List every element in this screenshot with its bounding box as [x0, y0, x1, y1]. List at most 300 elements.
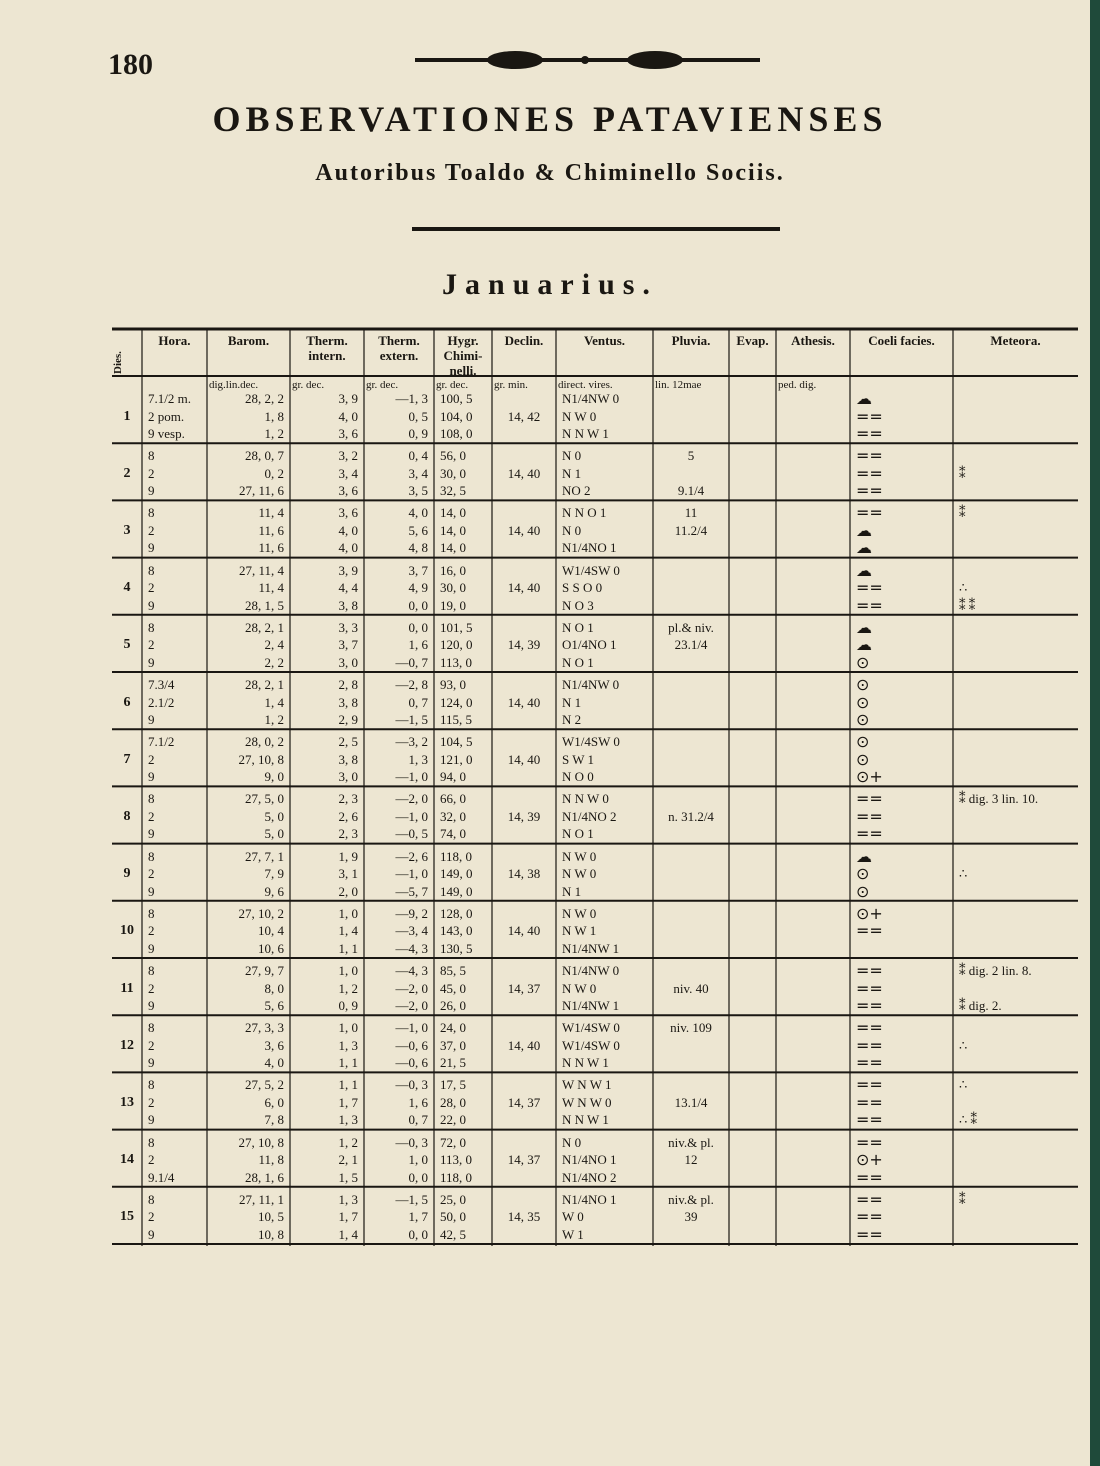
text-value: 3, 5	[408, 483, 428, 499]
barom-value: 28, 1, 5	[245, 597, 284, 613]
hygr-value: 22, 0	[440, 1112, 466, 1128]
coeli-value: ==	[856, 1167, 883, 1187]
coeli-value: ==	[856, 1189, 883, 1209]
hora-value: 7.3/4	[148, 677, 175, 692]
meteora-value: ⁑ dig. 2 lin. 8.	[959, 963, 1032, 978]
hora-value: 8	[148, 562, 155, 578]
declin-value: 14, 37	[507, 980, 541, 996]
ventus-value: W1/4SW 0	[562, 562, 620, 578]
hora-value: 9	[148, 940, 155, 956]
tint-value: 3, 8	[338, 597, 358, 613]
barom-value: 9, 0	[264, 769, 284, 785]
meteora-value: ∴	[959, 1077, 968, 1093]
hora-value: 9	[148, 1055, 155, 1071]
hora-value: 2	[148, 866, 155, 882]
text-value: —2, 0	[395, 980, 428, 996]
text-value: 0, 0	[408, 597, 428, 613]
hygr-value: 14, 0	[440, 540, 466, 556]
barom-value: 27, 11, 1	[238, 1191, 284, 1207]
hygr-value: 30, 0	[440, 465, 466, 481]
hora-value: 9	[148, 597, 155, 613]
hygr-value: 115, 5	[440, 712, 473, 727]
day-number: 8	[123, 808, 131, 824]
hora-value: 2.1/2	[148, 694, 175, 710]
text-value: 1, 6	[408, 1094, 428, 1110]
barom-value: 10, 8	[258, 1226, 284, 1242]
barom-value: 27, 10, 8	[238, 751, 284, 767]
meteora-value: ⁑ dig. 3 lin. 10.	[959, 791, 1039, 807]
units-cell: gr. dec.	[366, 379, 399, 391]
text-value: —5, 7	[395, 883, 428, 899]
text-value: 1, 3	[408, 751, 428, 767]
tint-value: 1, 7	[338, 1094, 358, 1110]
tint-value: 3, 2	[338, 448, 358, 464]
barom-value: 7, 8	[264, 1112, 284, 1128]
hygr-value: 104, 0	[440, 408, 473, 424]
hygr-value: 121, 0	[440, 751, 473, 767]
tint-value: 2, 9	[338, 712, 358, 727]
hora-value: 2	[148, 751, 155, 767]
hora-value: 9.1/4	[148, 1169, 175, 1185]
coeli-value: ==	[856, 978, 883, 998]
barom-value: 1, 2	[264, 426, 284, 441]
hygr-value: 118, 0	[440, 848, 473, 864]
tint-value: 1, 1	[338, 1055, 358, 1071]
declin-value: 14, 40	[507, 522, 541, 538]
hora-value: 2	[148, 923, 155, 939]
declin-value: 14, 40	[507, 923, 541, 939]
hygr-value: 74, 0	[440, 826, 466, 842]
day-number: 7	[123, 751, 131, 767]
tint-value: 1, 4	[338, 923, 358, 939]
ventus-value: N W 0	[562, 980, 597, 996]
declin-value: 14, 40	[507, 580, 541, 596]
ventus-value: N O 0	[562, 769, 594, 785]
pluvia-value: 9.1/4	[677, 483, 705, 499]
barom-value: 10, 6	[258, 940, 284, 956]
hygr-value: 149, 0	[440, 866, 473, 882]
coeli-value: ==	[856, 1092, 883, 1112]
barom-value: 2, 4	[264, 637, 284, 653]
header-cell: Therm. intern.	[306, 333, 348, 363]
day-number: 10	[120, 923, 134, 939]
tint-value: 1, 7	[338, 1209, 358, 1225]
hora-value: 8	[148, 905, 155, 921]
coeli-value: ⊙	[856, 692, 870, 712]
barom-value: 27, 11, 6	[238, 483, 284, 499]
header-cell: Meteora.	[990, 333, 1041, 348]
ventus-value: W 0	[562, 1209, 584, 1225]
hora-value: 2	[148, 465, 155, 481]
tint-value: 1, 1	[338, 940, 358, 956]
ventus-value: N1/4NO 1	[562, 540, 617, 556]
tint-value: 2, 1	[338, 1152, 358, 1168]
pluvia-value: 11.2/4	[674, 522, 708, 538]
tint-value: 3, 6	[338, 505, 358, 521]
tint-value: 1, 3	[338, 1191, 358, 1207]
coeli-value: ==	[856, 578, 883, 598]
hora-value: 2	[148, 980, 155, 996]
text-value: 0, 4	[408, 448, 428, 464]
barom-value: 10, 4	[258, 923, 284, 939]
barom-value: 28, 1, 6	[245, 1169, 284, 1185]
tint-value: 4, 4	[338, 580, 358, 596]
hora-value: 9	[148, 540, 155, 556]
tint-value: 3, 7	[338, 637, 358, 653]
text-value: —2, 0	[395, 791, 428, 807]
hora-value: 2	[148, 808, 155, 824]
hygr-value: 100, 5	[440, 391, 473, 406]
hygr-value: 56, 0	[440, 448, 466, 464]
hygr-value: 104, 5	[440, 734, 473, 750]
ventus-value: N 1	[562, 694, 582, 710]
coeli-value: ⊙	[856, 675, 870, 694]
coeli-value: ⊙	[856, 881, 870, 901]
coeli-value: ==	[856, 961, 883, 980]
hora-value: 7.1/2	[148, 734, 175, 750]
meteora-value: ⁑ ⁑	[959, 597, 976, 613]
text-value: 3, 4	[408, 465, 428, 481]
hygr-value: 28, 0	[440, 1094, 466, 1110]
coeli-value: ⊙+	[856, 767, 883, 787]
declin-value: 14, 37	[507, 1152, 541, 1168]
ventus-value: N1/4NO 2	[562, 808, 617, 824]
meteora-value: ∴ ⁑	[959, 1112, 978, 1128]
barom-value: 28, 2, 1	[245, 619, 284, 635]
meteora-value: ∴	[959, 866, 968, 882]
tint-value: 3, 4	[338, 465, 358, 481]
barom-value: 11, 6	[258, 522, 284, 538]
pluvia-value: pl.& niv.	[668, 619, 714, 635]
ventus-value: N W 0	[562, 866, 597, 882]
day-number: 12	[120, 1037, 134, 1053]
hygr-value: 19, 0	[440, 597, 466, 613]
coeli-value: ==	[856, 806, 883, 826]
text-value: —1, 5	[395, 1191, 428, 1207]
tint-value: 3, 6	[338, 483, 358, 499]
hygr-value: 128, 0	[440, 905, 473, 921]
tint-value: 3, 1	[338, 866, 358, 882]
header-cell: Barom.	[227, 333, 270, 348]
ventus-value: N 2	[562, 712, 582, 727]
barom-value: 27, 11, 4	[238, 562, 284, 578]
hygr-value: 94, 0	[440, 769, 466, 785]
barom-value: 1, 2	[264, 712, 284, 727]
pluvia-value: n. 31.2/4	[668, 808, 714, 824]
hora-value: 2	[148, 1037, 155, 1053]
hygr-value: 66, 0	[440, 791, 466, 807]
tint-value: 3, 8	[338, 694, 358, 710]
meteora-value: ⁑	[959, 1191, 966, 1207]
hora-value: 2	[148, 1152, 155, 1168]
text-value: 0, 0	[408, 1226, 428, 1242]
hygr-value: 21, 5	[440, 1055, 466, 1071]
tint-value: 1, 9	[338, 848, 358, 864]
hygr-value: 37, 0	[440, 1037, 466, 1053]
header-cell: Hora.	[158, 333, 191, 348]
hygr-value: 14, 0	[440, 505, 466, 521]
coeli-value: ==	[856, 996, 883, 1015]
ventus-value: N 0	[562, 448, 582, 464]
ventus-value: S W 1	[562, 751, 595, 767]
hygr-value: 32, 0	[440, 808, 466, 824]
header-cell: Hygr. Chimi-nelli.	[443, 333, 483, 378]
ventus-value: N1/4NO 2	[562, 1169, 617, 1185]
text-value: —2, 0	[395, 998, 428, 1013]
coeli-value: ==	[856, 446, 883, 466]
text-value: 1, 7	[408, 1209, 428, 1225]
hora-value: 8	[148, 1191, 155, 1207]
coeli-value: ⊙	[856, 749, 870, 769]
hygr-value: 113, 0	[440, 654, 473, 670]
ventus-value: N1/4NW 1	[562, 998, 620, 1013]
coeli-value: ==	[856, 595, 883, 615]
hygr-value: 72, 0	[440, 1134, 466, 1150]
coeli-value: ☁	[856, 560, 872, 580]
hygr-value: 16, 0	[440, 562, 466, 578]
text-value: —9, 2	[395, 905, 428, 921]
hora-value: 9	[148, 1112, 155, 1128]
ventus-value: N W 1	[562, 923, 597, 939]
pluvia-value: niv.& pl.	[668, 1134, 714, 1150]
units-cell: ped. dig.	[778, 379, 817, 391]
coeli-value: ☁	[856, 635, 872, 655]
coeli-value: ==	[856, 921, 883, 941]
units-cell: gr. dec.	[292, 379, 325, 391]
meteora-value: ∴	[959, 580, 968, 596]
barom-value: 1, 4	[264, 694, 284, 710]
coeli-value: ==	[856, 481, 883, 501]
text-value: 1, 0	[408, 1152, 428, 1168]
tint-value: 2, 0	[338, 883, 358, 899]
barom-value: 27, 5, 2	[245, 1077, 284, 1093]
text-value: —0, 5	[395, 826, 428, 842]
tint-value: 3, 9	[338, 391, 358, 406]
coeli-value: ==	[856, 1110, 883, 1130]
ventus-value: N N W 1	[562, 1112, 609, 1128]
ventus-value: N 0	[562, 1134, 582, 1150]
hygr-value: 108, 0	[440, 426, 473, 441]
tint-value: 1, 2	[338, 1134, 358, 1150]
hora-value: 9	[148, 712, 155, 727]
hygr-value: 143, 0	[440, 923, 473, 939]
text-value: —0, 7	[395, 654, 428, 670]
hygr-value: 30, 0	[440, 580, 466, 596]
hora-value: 2	[148, 1209, 155, 1225]
hora-value: 8	[148, 848, 155, 864]
ventus-value: N1/4NW 0	[562, 677, 620, 692]
ventus-value: N N W 0	[562, 791, 609, 807]
coeli-value: ==	[856, 1053, 883, 1073]
coeli-value: ==	[856, 1132, 883, 1152]
meteora-value: ⁑ dig. 2.	[959, 998, 1002, 1013]
pluvia-value: 23.1/4	[674, 637, 708, 653]
text-value: 0, 0	[408, 619, 428, 635]
ventus-value: W1/4SW 0	[562, 734, 620, 750]
hora-value: 8	[148, 448, 155, 464]
ventus-value: N W 0	[562, 905, 597, 921]
coeli-value: ==	[856, 406, 883, 426]
hygr-value: 24, 0	[440, 1020, 466, 1036]
text-value: 3, 7	[408, 562, 428, 578]
hygr-value: 113, 0	[440, 1152, 473, 1168]
tint-value: 3, 0	[338, 654, 358, 670]
text-value: —4, 3	[395, 963, 428, 978]
tint-value: 2, 8	[338, 677, 358, 692]
text-value: —0, 3	[395, 1134, 428, 1150]
text-value: —1, 3	[395, 391, 428, 406]
declin-value: 14, 39	[507, 637, 541, 653]
tint-value: 1, 5	[338, 1169, 358, 1185]
barom-value: 5, 6	[264, 998, 284, 1013]
hora-value: 2	[148, 1094, 155, 1110]
tint-value: 1, 3	[338, 1112, 358, 1128]
hora-value: 8	[148, 619, 155, 635]
hora-value: 9	[148, 1226, 155, 1242]
units-cell: direct. vires.	[558, 379, 613, 391]
declin-value: 14, 38	[507, 866, 541, 882]
pluvia-value: 12	[684, 1152, 698, 1168]
text-value: 4, 8	[408, 540, 428, 556]
month-heading: Januarius.	[442, 268, 658, 301]
declin-value: 14, 35	[507, 1209, 541, 1225]
tint-value: 4, 0	[338, 408, 358, 424]
text-value: 5, 6	[408, 522, 428, 538]
units-cell: lin. 12mae	[655, 379, 702, 391]
hora-value: 8	[148, 963, 155, 978]
hora-value: 8	[148, 1077, 155, 1093]
barom-value: 27, 5, 0	[245, 791, 284, 807]
day-number: 1	[123, 408, 131, 424]
hora-value: 9	[148, 998, 155, 1013]
hora-value: 2	[148, 580, 155, 596]
declin-value: 14, 40	[507, 751, 541, 767]
barom-value: 2, 2	[264, 654, 284, 670]
coeli-value: ⊙	[856, 710, 870, 729]
day-number: 11	[120, 980, 134, 996]
meteora-value: ⁑	[959, 505, 966, 521]
coeli-value: ☁	[856, 389, 872, 408]
barom-value: 28, 2, 2	[245, 391, 284, 406]
hora-value: 2 pom.	[148, 408, 185, 424]
pluvia-value: niv.& pl.	[668, 1191, 714, 1207]
declin-value: 14, 37	[507, 1094, 541, 1110]
coeli-value: ==	[856, 824, 883, 844]
text-value: —1, 5	[395, 712, 428, 727]
barom-value: 11, 4	[258, 580, 284, 596]
hora-value: 9	[148, 654, 155, 670]
hygr-value: 149, 0	[440, 883, 473, 899]
tint-value: 3, 6	[338, 426, 358, 441]
pluvia-value: niv. 109	[670, 1020, 712, 1036]
hygr-value: 45, 0	[440, 980, 466, 996]
barom-value: 10, 5	[258, 1209, 284, 1225]
hora-value: 8	[148, 791, 155, 807]
tint-value: 1, 3	[338, 1037, 358, 1053]
ventus-value: N O 1	[562, 619, 594, 635]
ventus-value: N N W 1	[562, 426, 609, 441]
ventus-value: N W 0	[562, 848, 597, 864]
text-value: —3, 2	[395, 734, 428, 750]
text-value: —0, 6	[395, 1055, 428, 1071]
barom-value: 7, 9	[264, 866, 284, 882]
ventus-value: N1/4NW 1	[562, 940, 620, 956]
day-number: 2	[123, 465, 131, 481]
coeli-value: ==	[856, 1207, 883, 1227]
barom-value: 27, 7, 1	[245, 848, 284, 864]
meteora-value: ⁑	[959, 465, 966, 481]
declin-value: 14, 39	[507, 808, 541, 824]
coeli-value: ==	[856, 1018, 883, 1038]
hygr-value: 120, 0	[440, 637, 473, 653]
header-cell: Coeli facies.	[868, 333, 935, 348]
text-value: —1, 0	[395, 866, 428, 882]
tint-value: 1, 1	[338, 1077, 358, 1093]
hora-value: 7.1/2 m.	[148, 391, 191, 406]
tint-value: 3, 9	[338, 562, 358, 578]
text-value: —1, 0	[395, 808, 428, 824]
hora-value: 9	[148, 826, 155, 842]
ventus-value: N 1	[562, 883, 582, 899]
hygr-value: 130, 5	[440, 940, 473, 956]
page-number: 180	[108, 48, 153, 81]
barom-value: 5, 0	[264, 808, 284, 824]
header-cell: Evap.	[736, 333, 769, 348]
day-number: 13	[120, 1094, 134, 1110]
coeli-value: ==	[856, 1075, 883, 1095]
declin-value: 14, 40	[507, 1037, 541, 1053]
hygr-value: 26, 0	[440, 998, 466, 1013]
coeli-value: ⊙	[856, 652, 870, 672]
ventus-value: S S O 0	[562, 580, 603, 596]
ventus-value: W1/4SW 0	[562, 1037, 620, 1053]
ventus-value: W 1	[562, 1226, 584, 1242]
coeli-value: ==	[856, 463, 883, 483]
header-cell: Athesis.	[791, 333, 835, 348]
text-value: —0, 6	[395, 1037, 428, 1053]
tint-value: 1, 4	[338, 1226, 358, 1242]
pluvia-value: 11	[684, 505, 698, 521]
text-value: 0, 9	[408, 426, 428, 441]
tint-value: 2, 3	[338, 826, 358, 842]
barom-value: 27, 10, 8	[238, 1134, 284, 1150]
coeli-value: ⊙	[856, 732, 870, 752]
day-number: 6	[123, 694, 131, 710]
pluvia-value: 5	[687, 448, 695, 464]
coeli-value: ⊙+	[856, 1150, 883, 1170]
hygr-value: 32, 5	[440, 483, 466, 499]
hora-value: 2	[148, 637, 155, 653]
tint-value: 3, 8	[338, 751, 358, 767]
text-value: —2, 6	[395, 848, 428, 864]
barom-value: 5, 0	[264, 826, 284, 842]
coeli-value: ☁	[856, 617, 872, 637]
pluvia-value: niv. 40	[673, 980, 709, 996]
header-cell: Ventus.	[583, 333, 626, 348]
day-number: 4	[123, 580, 131, 596]
text-value: —0, 3	[395, 1077, 428, 1093]
barom-value: 6, 0	[264, 1094, 284, 1110]
ventus-value: N O 1	[562, 654, 594, 670]
coeli-value: ☁	[856, 846, 872, 866]
barom-value: 28, 0, 2	[245, 734, 284, 750]
barom-value: 4, 0	[264, 1055, 284, 1071]
text-value: 0, 0	[408, 1169, 428, 1185]
units-cell: gr. dec.	[436, 379, 469, 391]
barom-value: 11, 4	[258, 505, 284, 521]
tint-value: 1, 2	[338, 980, 358, 996]
hora-value: 2	[148, 522, 155, 538]
